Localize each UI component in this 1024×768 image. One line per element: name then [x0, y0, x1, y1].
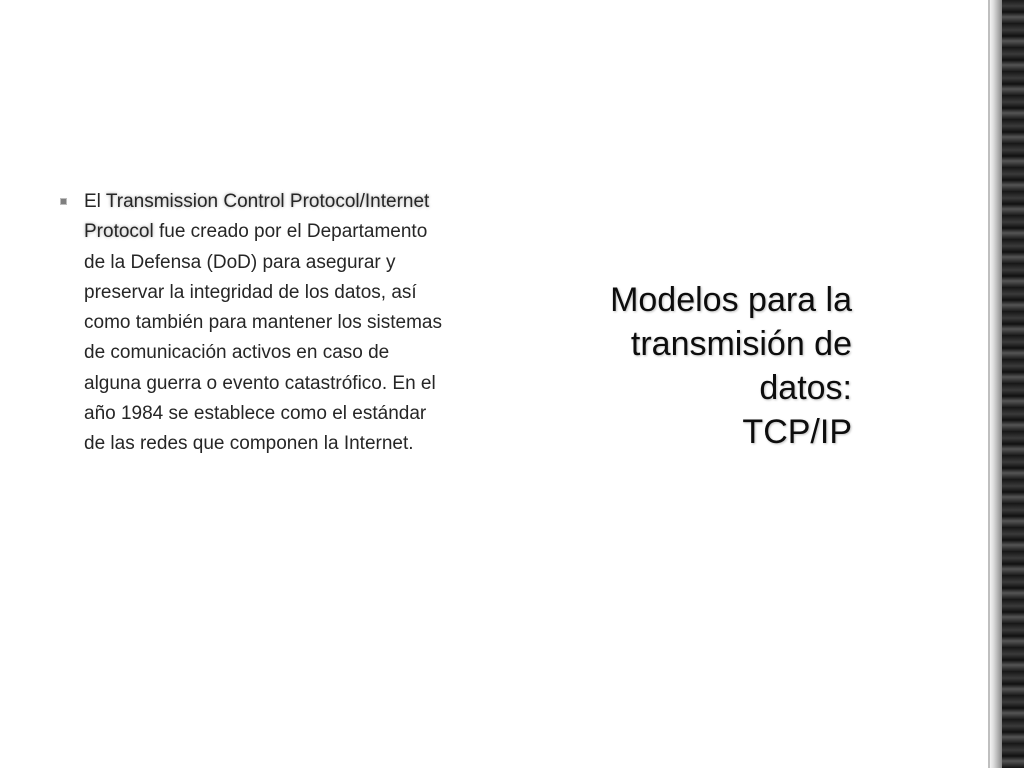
title-line-3: datos:	[759, 369, 852, 407]
body-highlight-tcp: Transmission Control Protocol	[105, 191, 360, 212]
title-line-1: Modelos para la	[610, 281, 852, 319]
body-highlight-ip: Internet Protocol	[84, 191, 430, 243]
title-line-2: transmisión de	[630, 325, 852, 363]
slide-body	[58, 187, 443, 460]
square-bullet-icon	[60, 198, 67, 205]
body-prefix: El	[84, 191, 106, 212]
title-line-4: TCP/IP	[742, 413, 852, 451]
body-separator: /	[359, 191, 365, 212]
decorative-frame-line	[988, 0, 990, 768]
bullet-item	[58, 187, 443, 460]
slide-title	[560, 278, 852, 454]
decorative-frame-edge	[988, 0, 1024, 768]
body-text: fue creado por el Departamento de la Defensa (DoD) para asegurar y preservar la integridad de los datos, así como también para mantener los sistemas de comunicación activos en caso de alguna guerra o evento catastrófico. En el año 1984 se establece como el estándar de las redes que componen la Internet.	[84, 221, 442, 455]
